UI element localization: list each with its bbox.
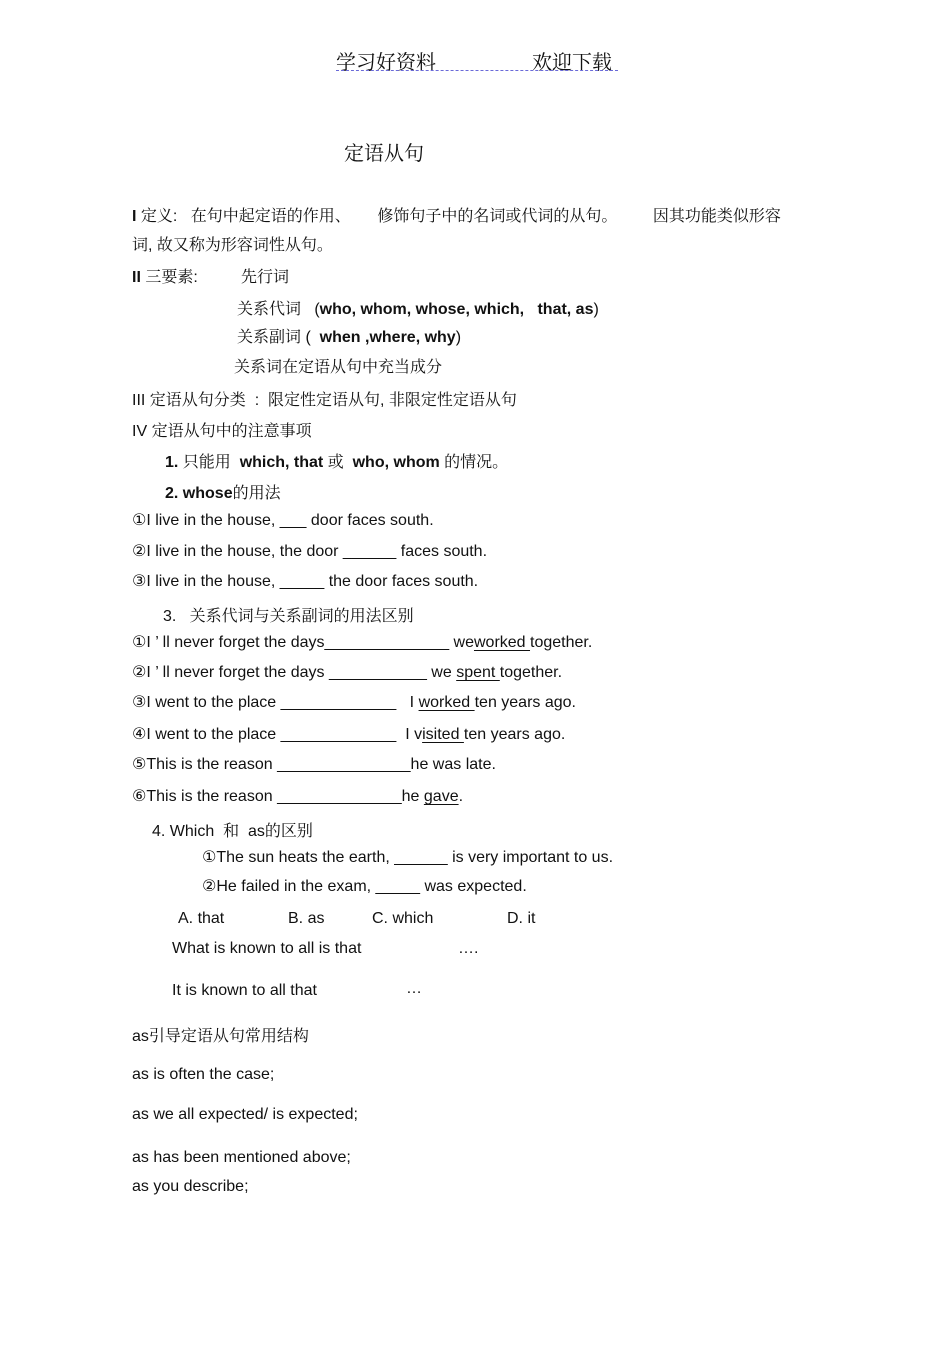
example-verb: spent <box>456 664 500 681</box>
page-title: 定语从句 <box>344 143 424 165</box>
section-1-line-2: 词, 故又称为形容词性从句。 <box>132 237 333 254</box>
example-text: ④I went to the place _____________ I v <box>132 726 423 743</box>
point-1-word-1: which, that <box>239 454 324 471</box>
as-structure-4: as you describe; <box>132 1178 249 1195</box>
example-verb: worked <box>418 694 475 711</box>
section-2-item-2 <box>237 296 599 319</box>
pronoun-adverb-example-6 <box>132 786 463 806</box>
as-structure-1: as is often the case; <box>132 1066 275 1083</box>
whose-example-3: ③I live in the house, _____ the door faces south. <box>132 573 479 590</box>
known-phrase-1-dots: …. <box>458 940 479 957</box>
section-1-text: 定义: 在句中起定语的作用、 修饰句子中的名词或代词的从句。 因其功能类似形容 <box>140 208 781 225</box>
example-text: ⑥This is the reason ______________he <box>132 788 424 805</box>
option-a: A. that <box>178 910 225 927</box>
example-verb: worked <box>473 634 531 651</box>
pronoun-adverb-example-4 <box>132 724 565 744</box>
as-structure-2: as we all expected/ is expected; <box>132 1106 358 1123</box>
item-2-prefix: 关系代词 ( <box>237 301 320 318</box>
header-left: 学习好资料 <box>336 52 436 74</box>
item-3-suffix: ) <box>455 329 462 346</box>
section-2-item-4: 关系词在定语从句中充当成分 <box>234 359 443 376</box>
point-3: 3. 关系代词与关系副词的用法区别 <box>163 608 414 625</box>
section-2-item-3 <box>237 324 461 347</box>
which-as-example-1: ①The sun heats the earth, ______ is very important to us. <box>202 849 614 866</box>
example-text-end: together. <box>530 634 593 651</box>
header-right: 欢迎下载 <box>532 52 612 74</box>
example-verb: gave <box>423 788 459 805</box>
option-c: C. which <box>372 910 434 927</box>
section-2-item-1: 先行词 <box>241 269 290 286</box>
section-4-line <box>132 418 312 441</box>
section-1-marker: I <box>132 208 137 225</box>
known-phrase-1: What is known to all is that <box>172 940 362 957</box>
as-heading: as引导定语从句常用结构 <box>132 1028 309 1045</box>
point-1-post: 的情况。 <box>439 454 509 471</box>
item-3-prefix: 关系副词 ( <box>237 329 320 346</box>
example-text-end: together. <box>499 664 563 681</box>
example-text: ①I ’ ll never forget the days______________ we <box>132 634 474 651</box>
point-1-mid: 或 <box>323 454 353 471</box>
example-verb: isited <box>422 726 464 743</box>
item-3-words: when ,where, why <box>319 329 456 346</box>
point-2-word: whose <box>182 485 233 502</box>
pronoun-adverb-example-3 <box>132 692 576 712</box>
example-text-end: . <box>458 788 464 805</box>
example-text-end: ten years ago. <box>463 726 566 743</box>
point-1-word-2: who, whom <box>352 454 440 471</box>
example-text: ③I went to the place _____________ I <box>132 694 419 711</box>
example-text: ⑤This is the reason _______________he was late. <box>132 756 496 773</box>
section-2-label: 三要素: <box>145 269 198 286</box>
pronoun-adverb-example-2 <box>132 662 562 682</box>
point-2-text: 的用法 <box>232 485 281 502</box>
known-phrase-2: It is known to all that <box>172 982 317 999</box>
point-1-pre: 只能用 <box>182 454 240 471</box>
header-divider <box>336 70 618 71</box>
point-1 <box>165 449 508 472</box>
option-b: B. as <box>288 910 325 927</box>
section-1-line-1 <box>132 203 781 226</box>
whose-example-1: ①I live in the house, ___ door faces south. <box>132 512 434 529</box>
point-4: 4. Which 和 as的区别 <box>152 823 313 840</box>
point-2-num: 2. <box>165 485 179 502</box>
section-3-marker: III <box>132 392 146 409</box>
which-as-example-2: ②He failed in the exam, _____ was expected. <box>202 878 527 895</box>
known-phrase-2-dots: … <box>406 980 422 997</box>
pronoun-adverb-example-5 <box>132 754 496 774</box>
point-2 <box>165 480 281 503</box>
section-4-text: 定语从句中的注意事项 <box>151 423 312 440</box>
whose-example-2: ②I live in the house, the door ______ faces south. <box>132 543 488 560</box>
section-4-marker: IV <box>132 423 148 440</box>
example-text-end: ten years ago. <box>474 694 576 711</box>
item-2-words: who, whom, whose, which, that, as <box>319 301 594 318</box>
item-2-suffix: ) <box>593 301 599 318</box>
example-text: ②I ’ ll never forget the days ___________ we <box>132 664 457 681</box>
section-2-marker: II <box>132 269 141 286</box>
pronoun-adverb-example-1 <box>132 632 592 652</box>
as-structure-3: as has been mentioned above; <box>132 1149 351 1166</box>
section-3-line <box>132 387 517 410</box>
option-d: D. it <box>507 910 536 927</box>
section-3-text: 定语从句分类 : 限定性定语从句, 非限定性定语从句 <box>149 392 517 409</box>
section-2-line <box>132 264 198 287</box>
point-1-num: 1. <box>165 454 179 471</box>
